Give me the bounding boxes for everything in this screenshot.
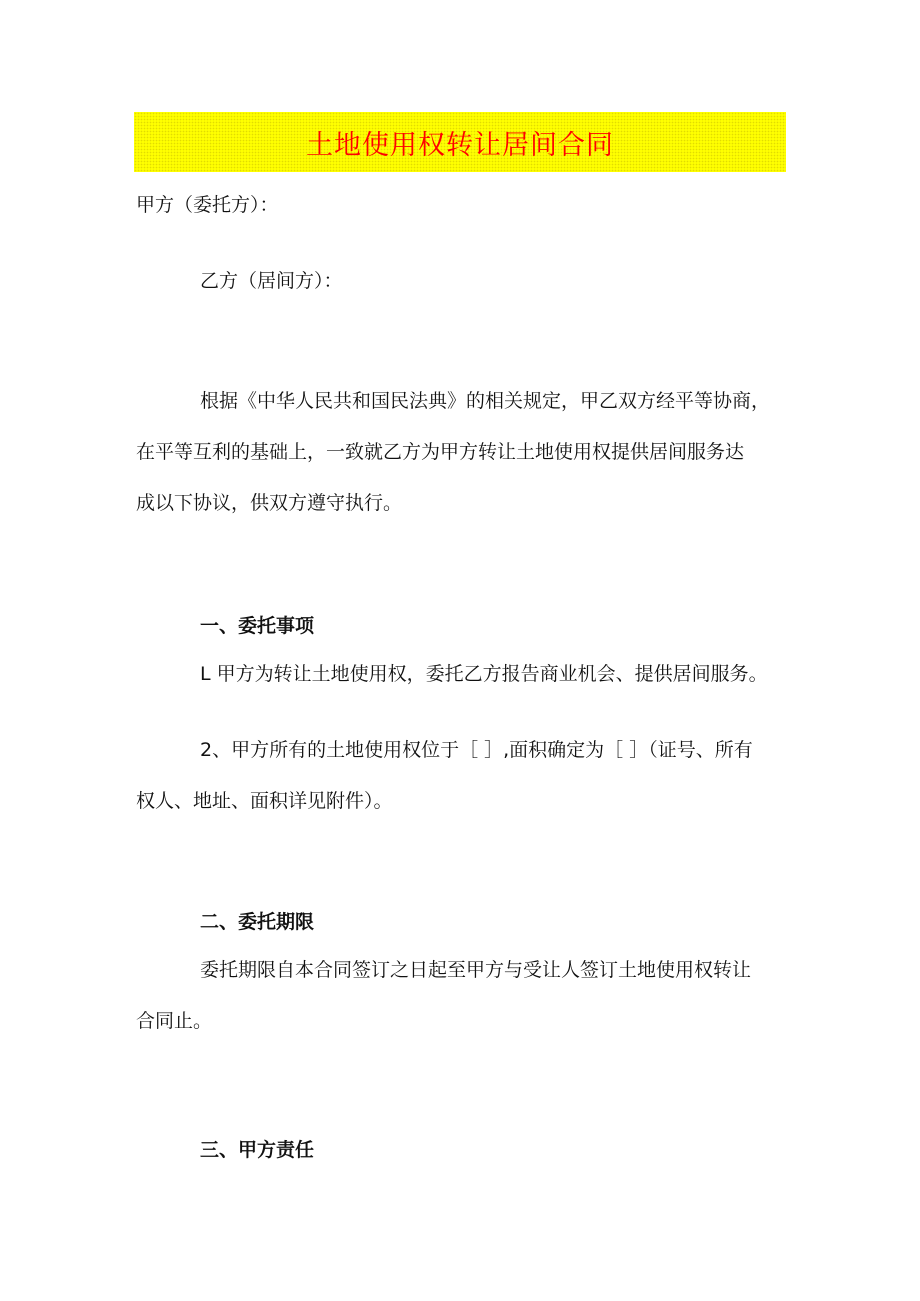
section-2-heading: 二、委托期限 — [200, 911, 315, 933]
intro-line-2: 在平等互利的基础上，一致就乙方为甲方转让土地使用权提供居间服务达 — [136, 441, 745, 463]
title-banner — [134, 112, 786, 172]
section-1-item-2-line-1: 2、甲方所有的土地使用权位于［ ］,面积确定为［ ］（证号、所有 — [200, 739, 753, 761]
section-1-heading: 一、委托事项 — [200, 615, 315, 637]
section-1-item-1: L 甲方为转让土地使用权，委托乙方报告商业机会、提供居间服务。 — [200, 663, 768, 685]
party-b-label: 乙方（居间方）： — [200, 270, 343, 292]
party-a-label: 甲方（委托方）： — [136, 194, 279, 216]
intro-line-1: 根据《中华人民共和国民法典》的相关规定，甲乙双方经平等协商， — [200, 390, 771, 412]
section-2-body-line-2: 合同止。 — [136, 1010, 213, 1032]
document-title: 土地使用权转让居间合同 — [306, 129, 614, 161]
section-3-heading: 三、甲方责任 — [200, 1139, 315, 1161]
section-1-item-2-line-2: 权人、地址、面积详见附件）。 — [136, 790, 393, 812]
section-2-body-line-1: 委托期限自本合同签订之日起至甲方与受让人签订土地使用权转让 — [200, 959, 752, 981]
intro-line-3: 成以下协议，供双方遵守执行。 — [136, 492, 403, 514]
